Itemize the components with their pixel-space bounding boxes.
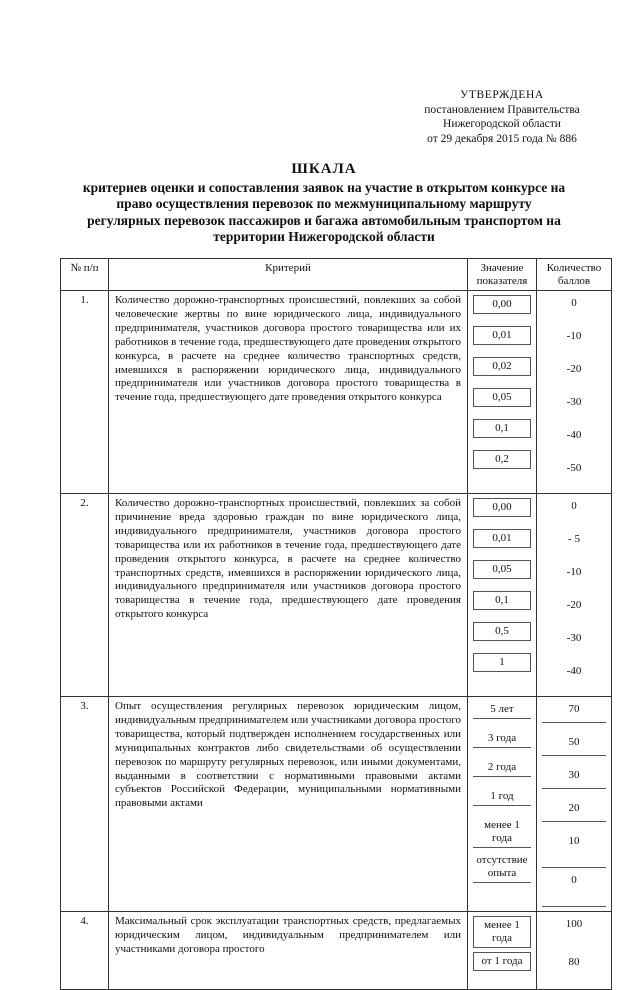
indicator-value: 3 года (473, 730, 531, 748)
indicator-value: 2 года (473, 759, 531, 777)
header-value: Значение показателя (468, 259, 537, 291)
row-number: 4. (61, 912, 109, 990)
header-criterion: Критерий (109, 259, 468, 291)
value-cell (468, 291, 537, 494)
indicator-value: 0,00 (473, 295, 531, 314)
points-value: -40 (566, 429, 582, 441)
indicator-value: 0,05 (473, 388, 531, 407)
points-cell (537, 291, 612, 494)
approval-line-region: Нижегородской области (443, 118, 561, 130)
title-line-4: регулярных перевозок пассажиров и багажа автомобильным транспортом на (87, 212, 561, 228)
points-value: 0 (571, 297, 577, 309)
points-value: -10 (566, 330, 582, 342)
indicator-value: 0,00 (473, 498, 531, 517)
title-line-3: право осуществления перевозок по межмуниципальному маршруту (116, 196, 532, 211)
points-value: -40 (566, 665, 582, 677)
table-row (61, 697, 612, 912)
indicator-value: 0,01 (473, 529, 531, 548)
points-cell (537, 912, 612, 990)
criterion-text: Количество дорожно-транспортных происшествий, повлекших за собой причинение вреда здоровью граждан по вине юридического лица, индивидуального предпринимателя, участников договора простого товарищества или их работников в течение года, предшествующего дате проведения открытого конкурса, в расчете на среднее количество транспортных средств, имевшихся в распоряжении юридического лица, индивидуального предпринимателя или участников договора простого товарищества в течение года, предшествующего дате проведения открытого конкурса (109, 494, 468, 697)
indicator-value: отсутствие опыта (473, 852, 531, 883)
points-value: -30 (566, 396, 582, 408)
indicator-value: от 1 года (473, 952, 531, 971)
indicator-value: менее 1 года (473, 817, 531, 848)
value-cell (468, 494, 537, 697)
points-value: -20 (566, 363, 582, 375)
approval-line-date: от 29 декабря 2015 года № 886 (427, 132, 577, 145)
table-body (61, 291, 612, 990)
table-header-row (61, 259, 612, 291)
criterion-text: Количество дорожно-транспортных происшествий, повлекших за собой человеческие жертвы по вине юридического лица, индивидуального предпринимателя, участников договора простого товарищества или их работников в течение года, предшествующего дате проведения открытого конкурса, в расчете на среднее количество транспортных средств, имевшихся в распоряжении юридического лица, индивидуального предпринимателя или участников договора простого товарищества в течение года, предшествующего дате проведения открытого конкурса (109, 291, 468, 494)
points-value: 50 (542, 734, 606, 756)
title-line-2: критериев оценки и сопоставления заявок на участие в открытом конкурсе на (82, 179, 566, 195)
points-value: 100 (565, 918, 583, 930)
points-value: 30 (542, 767, 606, 789)
criterion-text: Опыт осуществления регулярных перевозок юридическим лицом, индивидуальным предпринимателем или участниками договора простого товарищества, который подтвержден исполнением государственных или муниципальных контрактов либо свидетельствами об осуществлении перевозок по маршруту регулярных перевозок, или иными документами, выданными в соответствии с нормативными правовыми актами субъектов Российской Федерации, муниципальными нормативными правовыми актами (109, 697, 468, 912)
row-number: 3. (61, 697, 109, 912)
table-row (61, 291, 612, 494)
document-title (40, 161, 608, 246)
title-heading: ШКАЛА (291, 161, 357, 177)
indicator-value: 0,1 (473, 591, 531, 610)
indicator-value: 0,5 (473, 622, 531, 641)
row-number: 1. (61, 291, 109, 494)
header-points: Количество баллов (537, 259, 612, 291)
indicator-value: 1 год (473, 788, 531, 806)
header-num: № п/п (61, 259, 109, 291)
points-cell (537, 494, 612, 697)
points-value: -20 (566, 599, 582, 611)
indicator-value: менее 1 года (473, 916, 531, 948)
title-line-5: территории Нижегородской области (213, 229, 435, 244)
approval-stamp (402, 88, 602, 146)
points-value: -10 (566, 566, 582, 578)
points-cell (537, 697, 612, 912)
points-value: - 5 (568, 533, 580, 545)
table-row (61, 494, 612, 697)
points-value: 70 (542, 701, 606, 723)
indicator-value: 0,02 (473, 357, 531, 376)
table-row (61, 912, 612, 990)
criteria-table (60, 258, 612, 990)
points-value: -50 (566, 462, 582, 474)
points-value: -30 (566, 632, 582, 644)
row-number: 2. (61, 494, 109, 697)
indicator-value: 0,2 (473, 450, 531, 469)
indicator-value: 1 (473, 653, 531, 672)
value-cell (468, 697, 537, 912)
points-value: 20 (542, 800, 606, 822)
points-value: 10 (542, 833, 606, 868)
criterion-text: Максимальный срок эксплуатации транспортных средств, предлагаемых юридическим лицом, индивидуальным предпринимателем или участниками договора простого (109, 912, 468, 990)
points-value: 80 (568, 956, 580, 968)
indicator-value: 5 лет (473, 701, 531, 719)
value-cell (468, 912, 537, 990)
approval-title: УТВЕРЖДЕНА (460, 89, 544, 101)
indicator-value: 0,1 (473, 419, 531, 438)
indicator-value: 0,01 (473, 326, 531, 345)
points-value: 0 (542, 872, 606, 907)
points-value: 0 (571, 500, 577, 512)
indicator-value: 0,05 (473, 560, 531, 579)
approval-line-decree: постановлением Правительства (424, 103, 580, 116)
